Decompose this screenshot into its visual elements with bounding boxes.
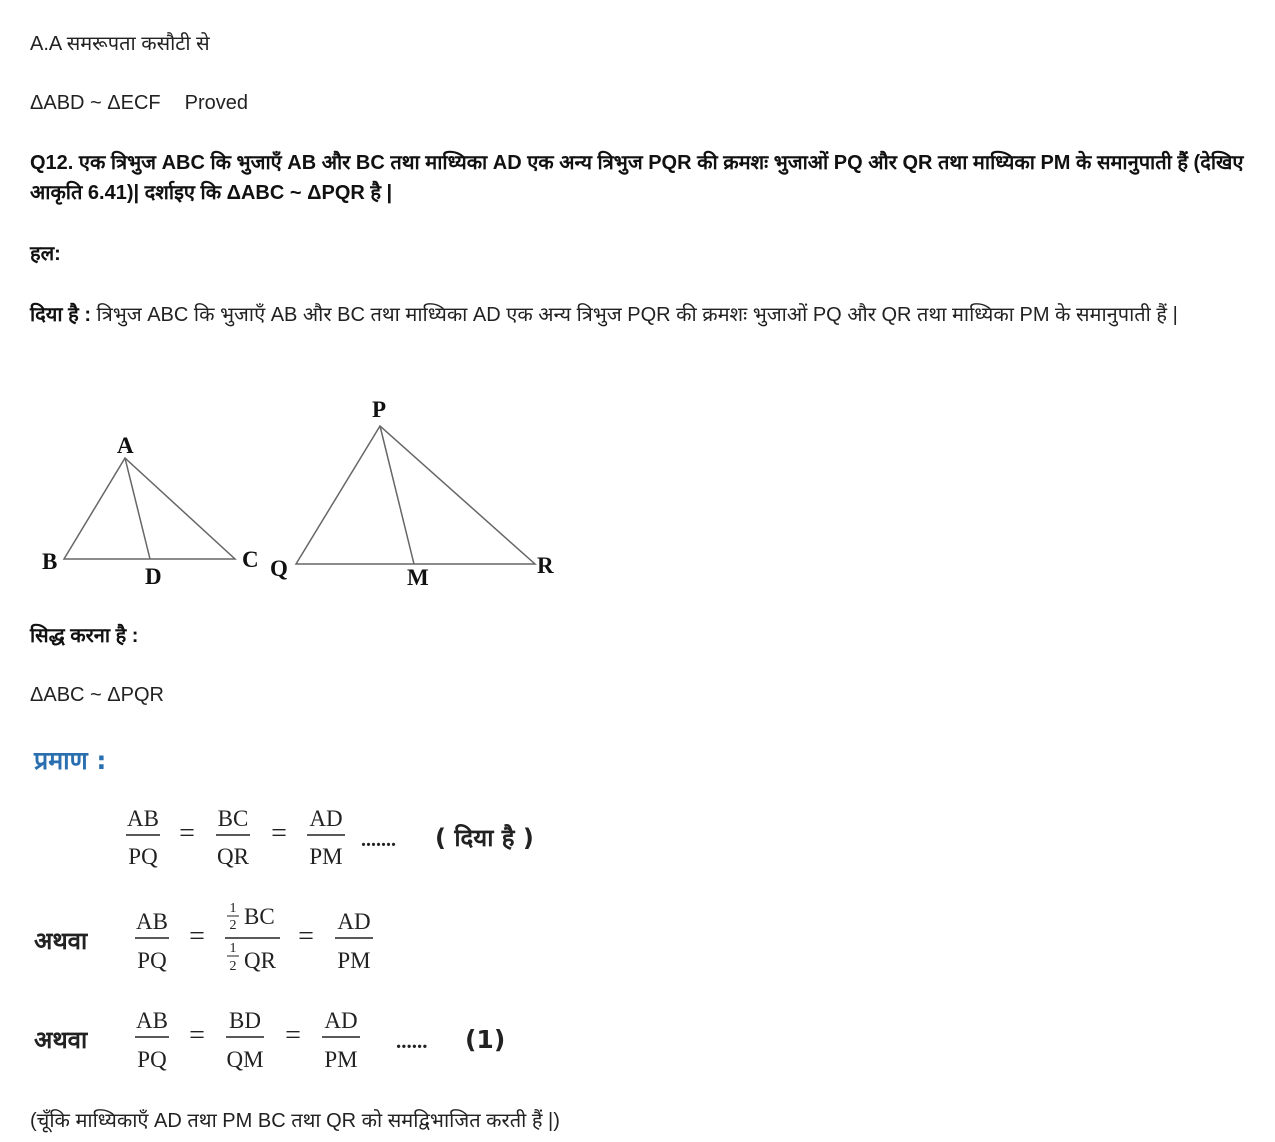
eq2-numerator-ab: AB	[136, 909, 168, 934]
eq3-numerator-bd: BD	[229, 1008, 261, 1033]
vertex-label-a: A	[117, 433, 134, 458]
previous-similarity: ΔABD ~ ΔECF	[30, 92, 161, 114]
triangle-pqr	[296, 426, 535, 564]
to-prove-statement: ΔABC ~ ΔPQR	[30, 684, 164, 706]
eq2-denominator-pq: PQ	[137, 948, 167, 973]
vertex-label-d: D	[145, 564, 162, 589]
eq3-numerator-ab: AB	[136, 1008, 168, 1033]
eq3-equals-1: =	[189, 1020, 205, 1051]
solution-label: हल:	[30, 243, 61, 265]
eq3-denominator-pq: PQ	[137, 1047, 167, 1072]
triangle-abc-outline	[64, 458, 235, 559]
eq1-denominator-pm: PM	[309, 844, 343, 869]
equation-half-sides	[34, 901, 373, 974]
eq3-reference-1: (1)	[465, 1025, 506, 1054]
triangle-abc	[64, 458, 235, 559]
previous-similarity-line	[30, 88, 248, 118]
eq3-numerator-ad: AD	[324, 1008, 358, 1033]
eq1-equals-1: =	[179, 818, 195, 849]
triangles-figure	[30, 390, 570, 590]
proof-equations	[30, 790, 630, 1090]
equation-bisected-ratios	[34, 1008, 505, 1072]
eq2-athva: अथवा	[34, 927, 88, 955]
eq2-half-two-top: 2	[229, 918, 237, 933]
eq2-numerator-ad: AD	[337, 909, 371, 934]
given-paragraph	[30, 300, 1270, 330]
eq3-athva: अथवा	[34, 1026, 88, 1054]
eq3-denominator-qm: QM	[226, 1047, 264, 1072]
eq1-numerator-ab: AB	[127, 806, 159, 831]
eq1-equals-2: =	[271, 818, 287, 849]
to-prove-label: सिद्ध करना है :	[30, 625, 139, 647]
eq1-numerator-bc: BC	[217, 806, 249, 831]
eq2-equals-2: =	[298, 921, 314, 952]
vertex-label-r: R	[537, 553, 554, 578]
eq3-denominator-pm: PM	[324, 1047, 358, 1072]
median-pm	[380, 426, 414, 564]
vertex-label-c: C	[242, 547, 259, 572]
vertex-label-m: M	[407, 565, 429, 590]
eq3-equals-2: =	[285, 1020, 301, 1051]
question-q12: Q12. एक त्रिभुज ABC कि भुजाएँ AB और BC तथा माध्यिका AD एक अन्य त्रिभुज PQR की क्रमशः भुजाओं PQ और QR तथा माध्यिका PM के समानुपाती हैं (देखिए आकृति 6.41)| दर्शाइए कि ΔABC ~ ΔPQR है |	[30, 152, 1244, 204]
vertex-label-p: P	[372, 397, 387, 422]
eq2-denominator-pm: PM	[337, 948, 371, 973]
eq1-numerator-ad: AD	[309, 806, 343, 831]
vertex-label-q: Q	[270, 556, 288, 581]
vertex-label-b: B	[42, 549, 58, 574]
eq1-given-note: ( दिया है )	[435, 824, 534, 852]
given-label: दिया है :	[30, 304, 91, 326]
median-ad	[125, 458, 150, 559]
eq1-denominator-qr: QR	[217, 844, 249, 869]
aa-criterion-line: A.A समरूपता कसौटी से	[30, 33, 210, 55]
eq1-denominator-pq: PQ	[128, 844, 158, 869]
eq1-dots: .......	[361, 829, 396, 851]
given-text: त्रिभुज ABC कि भुजाएँ AB और BC तथा माध्यिका AD एक अन्य त्रिभुज PQR की क्रमशः भुजाओं PQ और QR तथा माध्यिका PM के समानुपाती हैं |	[90, 304, 1178, 326]
triangle-pqr-outline	[296, 426, 535, 564]
eq3-dots: ......	[396, 1029, 428, 1053]
eq2-half-one-top: 1	[229, 901, 237, 916]
eq2-numerator-bc: BC	[244, 904, 275, 929]
eq2-half-two-bottom: 2	[229, 959, 237, 974]
eq2-equals-1: =	[189, 921, 205, 952]
eq2-half-one-bottom: 1	[229, 941, 237, 956]
proved-label: Proved	[184, 92, 249, 114]
footnote-medians: (चूँकि माध्यिकाएँ AD तथा PM BC तथा QR को समद्विभाजित करती हैं |)	[30, 1110, 560, 1132]
equation-given-ratios	[126, 806, 534, 869]
proof-heading: प्रमाण :	[34, 746, 107, 775]
eq2-denominator-qr: QR	[244, 948, 276, 973]
